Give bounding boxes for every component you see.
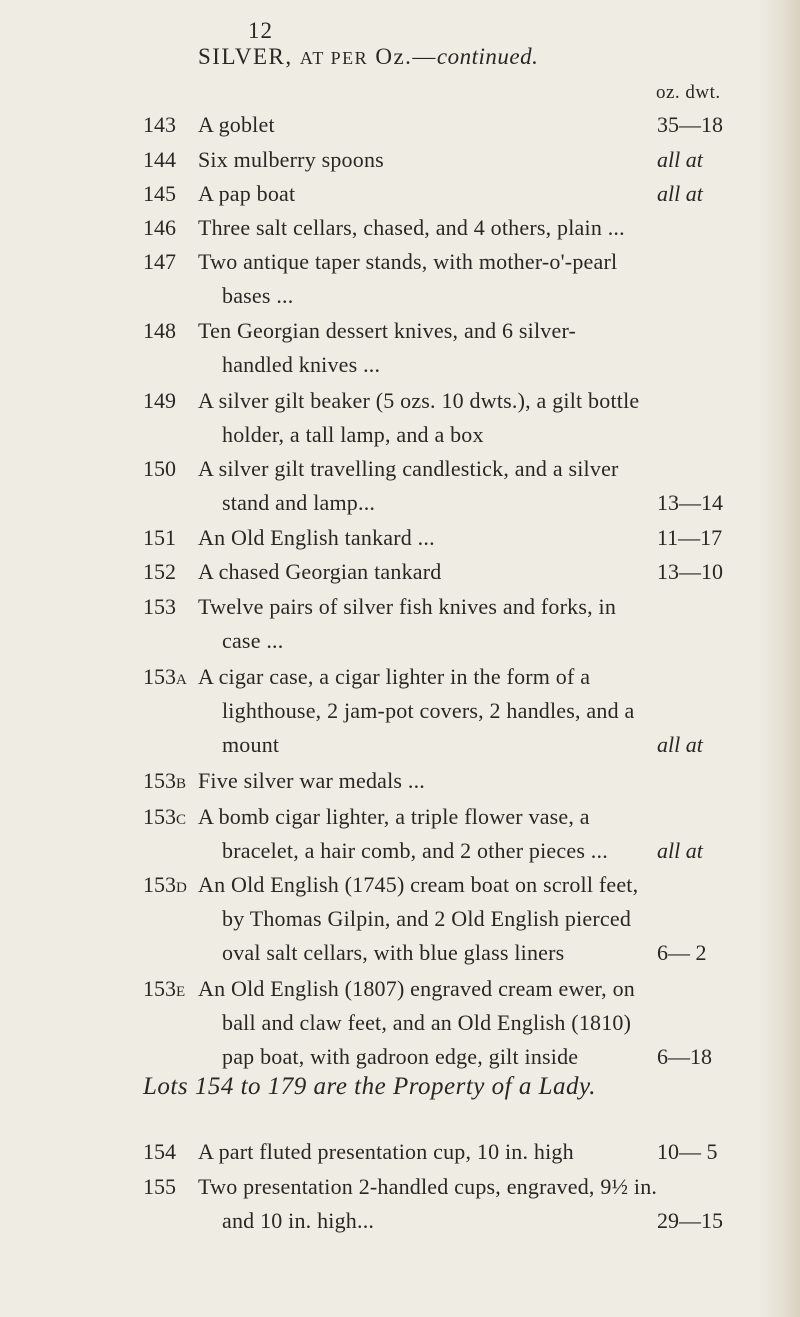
lot-number xyxy=(143,388,176,414)
lot-number xyxy=(143,664,187,690)
lot-number-digits: 146 xyxy=(143,215,176,240)
lot-description-line: A silver gilt travelling candlestick, and a silver xyxy=(198,456,619,481)
lot-number xyxy=(143,976,186,1002)
lot-description-line: mount xyxy=(222,732,280,757)
lot-number-suffix: D xyxy=(176,880,188,896)
lot-description-line: handled knives ... xyxy=(222,352,381,377)
lot-description-line: Twelve pairs of silver fish knives and forks, in xyxy=(198,594,617,619)
lot-description-line: holder, a tall lamp, and a box xyxy=(222,422,484,447)
lot-description-line: and 10 in. high... xyxy=(222,1208,375,1233)
lot-number xyxy=(143,147,176,173)
lot-description-line: Three salt cellars, chased, and 4 others, plain ... xyxy=(198,215,625,240)
lot-number-digits: 149 xyxy=(143,388,176,413)
lot-number-digits: 144 xyxy=(143,147,176,172)
page-header xyxy=(198,44,538,70)
lot-description-line: A part fluted presentation cup, 10 in. high xyxy=(198,1139,574,1164)
lot-description-line: case ... xyxy=(222,628,284,653)
lot-description-line: bracelet, a hair comb, and 2 other pieces ... xyxy=(222,838,608,863)
lot-number-digits: 153 xyxy=(143,976,176,1001)
lot-number-digits: 153 xyxy=(143,594,176,619)
lot-number-digits: 153 xyxy=(143,664,176,689)
page-edge-shadow xyxy=(758,0,800,1317)
lot-weight-value: all at xyxy=(657,147,703,172)
lot-weight-value: 6—18 xyxy=(657,1044,712,1069)
lot-number-digits: 155 xyxy=(143,1174,176,1199)
lot-number xyxy=(143,559,176,585)
lot-weight-value: 29—15 xyxy=(657,1208,723,1233)
lot-number-digits: 152 xyxy=(143,559,176,584)
lot-number xyxy=(143,594,176,620)
lot-description-line: Six mulberry spoons xyxy=(198,147,384,172)
lot-number xyxy=(143,181,176,207)
column-heading-oz-dwt: oz. dwt. xyxy=(656,82,721,103)
lot-weight-value: 13—14 xyxy=(657,490,723,515)
section-note: Lots 154 to 179 are the Property of a Lady. xyxy=(143,1073,596,1100)
lot-description-line: A chased Georgian tankard xyxy=(198,559,442,584)
lot-description-line: An Old English (1745) cream boat on scroll feet, xyxy=(198,872,639,897)
lot-number-suffix: A xyxy=(176,672,188,688)
lot-description-line: ball and claw feet, and an Old English (1810) xyxy=(222,1010,632,1035)
lot-number xyxy=(143,456,176,482)
lot-description-line: A pap boat xyxy=(198,181,296,206)
lot-number-digits: 151 xyxy=(143,525,176,550)
lot-number xyxy=(143,768,187,794)
lot-weight-value: 13—10 xyxy=(657,559,723,584)
lot-description-line: A cigar case, a cigar lighter in the form of a xyxy=(198,664,591,689)
lot-number xyxy=(143,525,176,551)
lot-description-line: A bomb cigar lighter, a triple flower vase, a xyxy=(198,804,590,829)
lot-weight-value: 11—17 xyxy=(657,525,723,550)
lot-number-suffix: E xyxy=(176,984,186,1000)
lot-number xyxy=(143,249,176,275)
header-title: SILVER, xyxy=(198,44,293,69)
lot-description-line: oval salt cellars, with blue glass liners xyxy=(222,940,565,965)
header-unit: Oz. xyxy=(375,44,413,69)
lot-number-digits: 153 xyxy=(143,872,176,897)
lot-description-line: An Old English tankard ... xyxy=(198,525,435,550)
lot-number xyxy=(143,1174,176,1200)
header-at-per: AT PER xyxy=(299,48,369,68)
lot-number-digits: 143 xyxy=(143,112,176,137)
header-dash: — xyxy=(412,44,437,69)
lot-number-digits: 153 xyxy=(143,768,176,793)
lot-description-line: Ten Georgian dessert knives, and 6 silver- xyxy=(198,318,577,343)
lot-number-digits: 154 xyxy=(143,1139,176,1164)
lot-description-line: A goblet xyxy=(198,112,275,137)
lot-description-line: lighthouse, 2 jam-pot covers, 2 handles, and a xyxy=(222,698,635,723)
header-continued: continued. xyxy=(436,44,539,69)
lot-weight-value: all at xyxy=(657,181,703,206)
lot-number-digits: 148 xyxy=(143,318,176,343)
lot-description-line: A silver gilt beaker (5 ozs. 10 dwts.), a gilt bottle xyxy=(198,388,640,413)
page-number: 12 xyxy=(248,18,273,43)
lot-weight-value: all at xyxy=(657,838,703,863)
lot-description-line: Two antique taper stands, with mother-o'-pearl xyxy=(198,249,618,274)
lot-description-line: by Thomas Gilpin, and 2 Old English pierced xyxy=(222,906,632,931)
lot-weight-value: all at xyxy=(657,732,703,757)
lot-description-line: stand and lamp... xyxy=(222,490,376,515)
lot-number xyxy=(143,318,176,344)
lot-number-digits: 150 xyxy=(143,456,176,481)
lot-description-line: An Old English (1807) engraved cream ewer, on xyxy=(198,976,635,1001)
lot-description-line: bases ... xyxy=(222,283,294,308)
lot-weight-value: 35—18 xyxy=(657,112,723,137)
lot-number xyxy=(143,804,187,830)
lot-number xyxy=(143,872,187,898)
lot-weight-value: 6— 2 xyxy=(657,940,707,965)
lot-number xyxy=(143,1139,176,1165)
lot-description-line: pap boat, with gadroon edge, gilt inside xyxy=(222,1044,579,1069)
lot-description-line: Two presentation 2-handled cups, engraved, 9½ in. xyxy=(198,1174,658,1199)
lot-number-suffix: C xyxy=(176,812,187,828)
lot-number-digits: 145 xyxy=(143,181,176,206)
lot-description-line: Five silver war medals ... xyxy=(198,768,425,793)
lot-number-digits: 153 xyxy=(143,804,176,829)
lot-number xyxy=(143,215,176,241)
lot-number xyxy=(143,112,176,138)
lot-weight-value: 10— 5 xyxy=(657,1139,718,1164)
lot-number-digits: 147 xyxy=(143,249,176,274)
lot-number-suffix: B xyxy=(176,776,187,792)
